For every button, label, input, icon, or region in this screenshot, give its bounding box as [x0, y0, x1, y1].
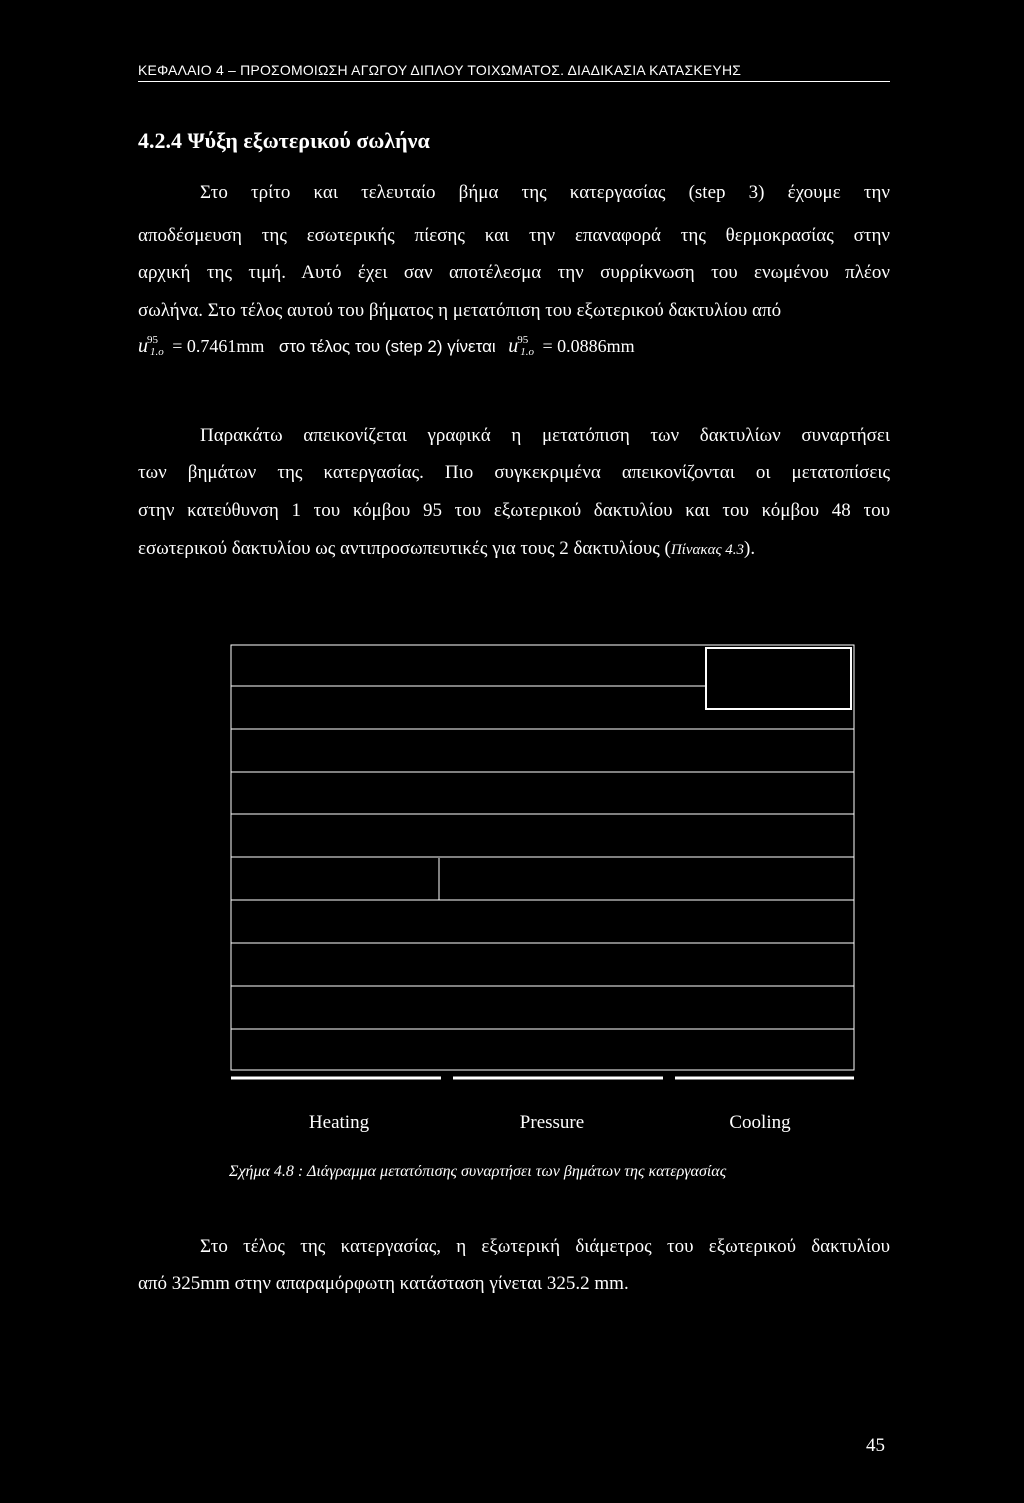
math-sup-2: 95 [517, 334, 529, 346]
paragraph1-line: αποδέσμευση της εσωτερικής πίεσης και την επαναφορά της θερμοκρασίας στην [138, 225, 890, 246]
figure-caption: Σχήμα 4.8 : Διάγραμμα μετατόπισης συναρτήσει των βημάτων της κατεργασίας [229, 1163, 727, 1180]
running-header: ΚΕΦΑΛΑΙΟ 4 – ΠΡΟΣΟΜΟΙΩΣΗ ΑΓΩΓΟΥ ΔΙΠΛΟΥ ΤΟΙΧΩΜΑΤΟΣ. ΔΙΑΔΙΚΑΣΙΑ ΚΑΤΑΣΚΕΥΗΣ [138, 63, 890, 82]
math-value-1: = 0.7461mm [172, 336, 265, 356]
paragraph1-line: αρχική της τιμή. Αυτό έχει σαν αποτέλεσμα την συρρίκνωση του ενωμένου πλέον [138, 262, 890, 283]
paragraph1-line: σωλήνα. Στο τέλος αυτού του βήματος η μετατόπιση του εξωτερικού δακτυλίου από [138, 300, 782, 321]
math-middle-text: στο τέλος του (step 2) γίνεται [278, 337, 496, 356]
paragraph1-line: Στο τρίτο και τελευταίο βήμα της κατεργασίας (step 3) έχουμε την [200, 182, 890, 203]
paragraph2-line: των βημάτων της κατεργασίας. Πιο συγκεκριμένα απεικονίζονται οι μετατοπίσεις [138, 462, 890, 483]
paragraph2-close: ). [744, 538, 756, 559]
paragraph2-line: στην κατεύθυνση 1 του κόμβου 95 του εξωτερικού δακτυλίου και του κόμβου 48 του [138, 500, 890, 521]
paragraph2-text: εσωτερικού δακτυλίου ως αντιπροσωπευτικές για τους 2 δακτυλίους ( [138, 538, 671, 559]
math-sub-2: 1.o [520, 346, 534, 358]
math-var-2: u [508, 335, 519, 357]
legend-box [706, 648, 851, 709]
math-sub: 1.o [150, 346, 164, 358]
x-tick-label: Cooling [729, 1112, 791, 1133]
math-var: u [138, 335, 148, 357]
section-title: 4.2.4 Ψύξη εξωτερικού σωλήνα [138, 128, 430, 153]
page-number: 45 [866, 1435, 885, 1456]
math-value-2: = 0.0886mm [542, 336, 635, 356]
table-reference: Πίνακας 4.3 [670, 542, 745, 558]
math-sup: 95 [147, 334, 158, 346]
paragraph2-line: Παρακάτω απεικονίζεται γραφικά η μετατόπιση των δακτυλίων συναρτήσει [200, 425, 890, 446]
x-tick-label: Pressure [519, 1112, 585, 1133]
x-tick-label: Heating [308, 1112, 370, 1133]
paragraph3-line: από 325mm στην απαραμόρφωτη κατάσταση γίνεται 325.2 mm. [138, 1273, 629, 1294]
paragraph3-line: Στο τέλος της κατεργασίας, η εξωτερική διάμετρος του εξωτερικού δακτυλίου [200, 1236, 890, 1257]
